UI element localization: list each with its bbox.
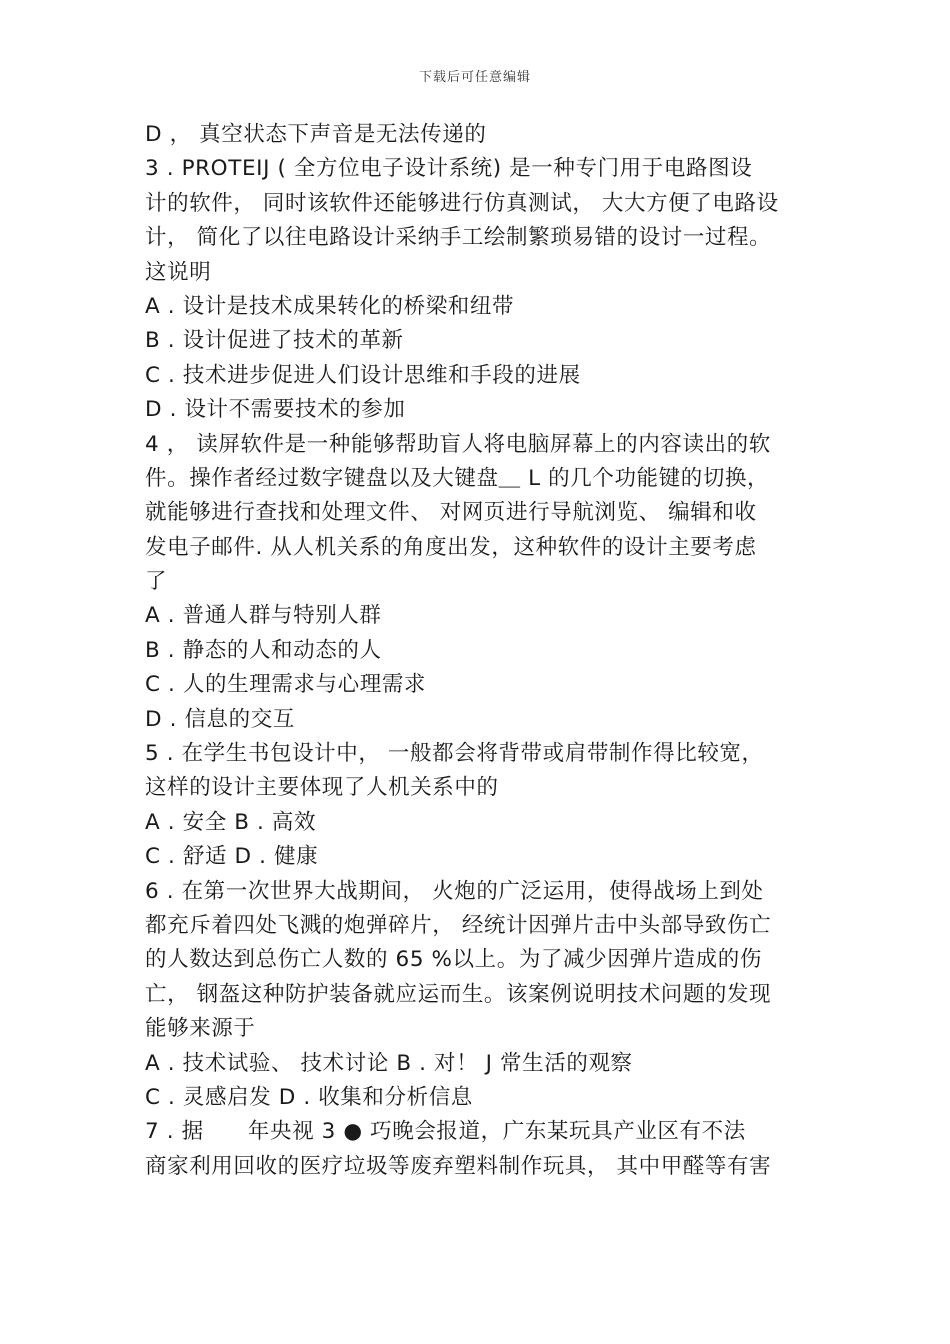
text-line: 发电子邮件. 从人机关系的角度出发，这种软件的设计主要考虑 bbox=[145, 534, 757, 560]
text-line: 件。操作者经过数字键盘以及大键盘＿ L 的几个功能键的切换， bbox=[145, 465, 770, 491]
question-7-stem: 7 . 据 年央视 3 ● 巧晚会报道，广东某玩具产业区有不法 bbox=[145, 1119, 746, 1145]
text-line: 这样的设计主要体现了人机关系中的 bbox=[145, 775, 499, 801]
text-line: 了 bbox=[145, 569, 168, 595]
option-a: A . 普通人群与特别人群 bbox=[145, 603, 382, 629]
question-5-stem: 5 . 在学生书包设计中， 一般都会将背带或肩带制作得比较宽， bbox=[145, 741, 764, 767]
text-line: D ， 真空状态下声音是无法传递的 bbox=[145, 122, 487, 147]
text-line: 亡， 钢盔这种防护装备就应运而生。该案例说明技术问题的发现 bbox=[145, 981, 772, 1007]
question-6-stem: 6 . 在第一次世界大战期间， 火炮的广泛运用，使得战场上到处 bbox=[145, 878, 764, 904]
document-body bbox=[145, 118, 810, 1184]
options-a-b: A . 技术试验、 技术讨论 B . 对！ J 常生活的观察 bbox=[145, 1050, 633, 1076]
text-line: 计的软件， 同时该软件还能够进行仿真测试， 大大方便了电路设 bbox=[145, 190, 779, 216]
text-line: 计， 简化了以往电路设计采纳手工绘制繁琐易错的设讨一过程。 bbox=[145, 225, 772, 251]
option-c: C . 人的生理需求与心理需求 bbox=[145, 672, 427, 698]
option-b: B . 设计促进了技术的革新 bbox=[145, 328, 404, 354]
text-line: 能够来源于 bbox=[145, 1016, 256, 1042]
question-3-stem: 3 . PROTEIJ ( 全方位电子设计系统) 是一种专门用于电路图设 bbox=[145, 156, 753, 182]
option-b: B . 静态的人和动态的人 bbox=[145, 637, 382, 663]
text-line: 都充斥着四处飞溅的炮弹碎片， 经统计因弹片击中头部导致伤亡 bbox=[145, 912, 772, 938]
question-4-stem: 4 ， 读屏软件是一种能够帮助盲人将电脑屏幕上的内容读出的软 bbox=[145, 431, 771, 457]
options-c-d: C . 灵感启发 D . 收集和分析信息 bbox=[145, 1084, 473, 1110]
text-line: 这说明 bbox=[145, 259, 212, 285]
page-header-note: 下载后可任意编辑 bbox=[418, 70, 531, 85]
options-c-d: C . 舒适 D . 健康 bbox=[145, 844, 319, 870]
option-a: A . 设计是技术成果转化的桥梁和纽带 bbox=[145, 293, 515, 319]
option-d: D . 信息的交互 bbox=[145, 706, 295, 732]
text-line: 的人数达到总伤亡人数的 65 %以上。为了减少因弹片造成的伤 bbox=[145, 947, 762, 973]
options-a-b: A . 安全 B . 高效 bbox=[145, 809, 317, 835]
text-line: 就能够进行查找和处理文件、 对网页进行导航浏览、 编辑和收 bbox=[145, 500, 757, 526]
option-d: D . 设计不需要技术的参加 bbox=[145, 397, 406, 423]
text-line: 商家利用回收的医疗垃圾等废弃塑料制作玩具， 其中甲醛等有害 bbox=[145, 1153, 772, 1179]
option-c: C . 技术进步促进人们设计思维和手段的进展 bbox=[145, 362, 581, 388]
